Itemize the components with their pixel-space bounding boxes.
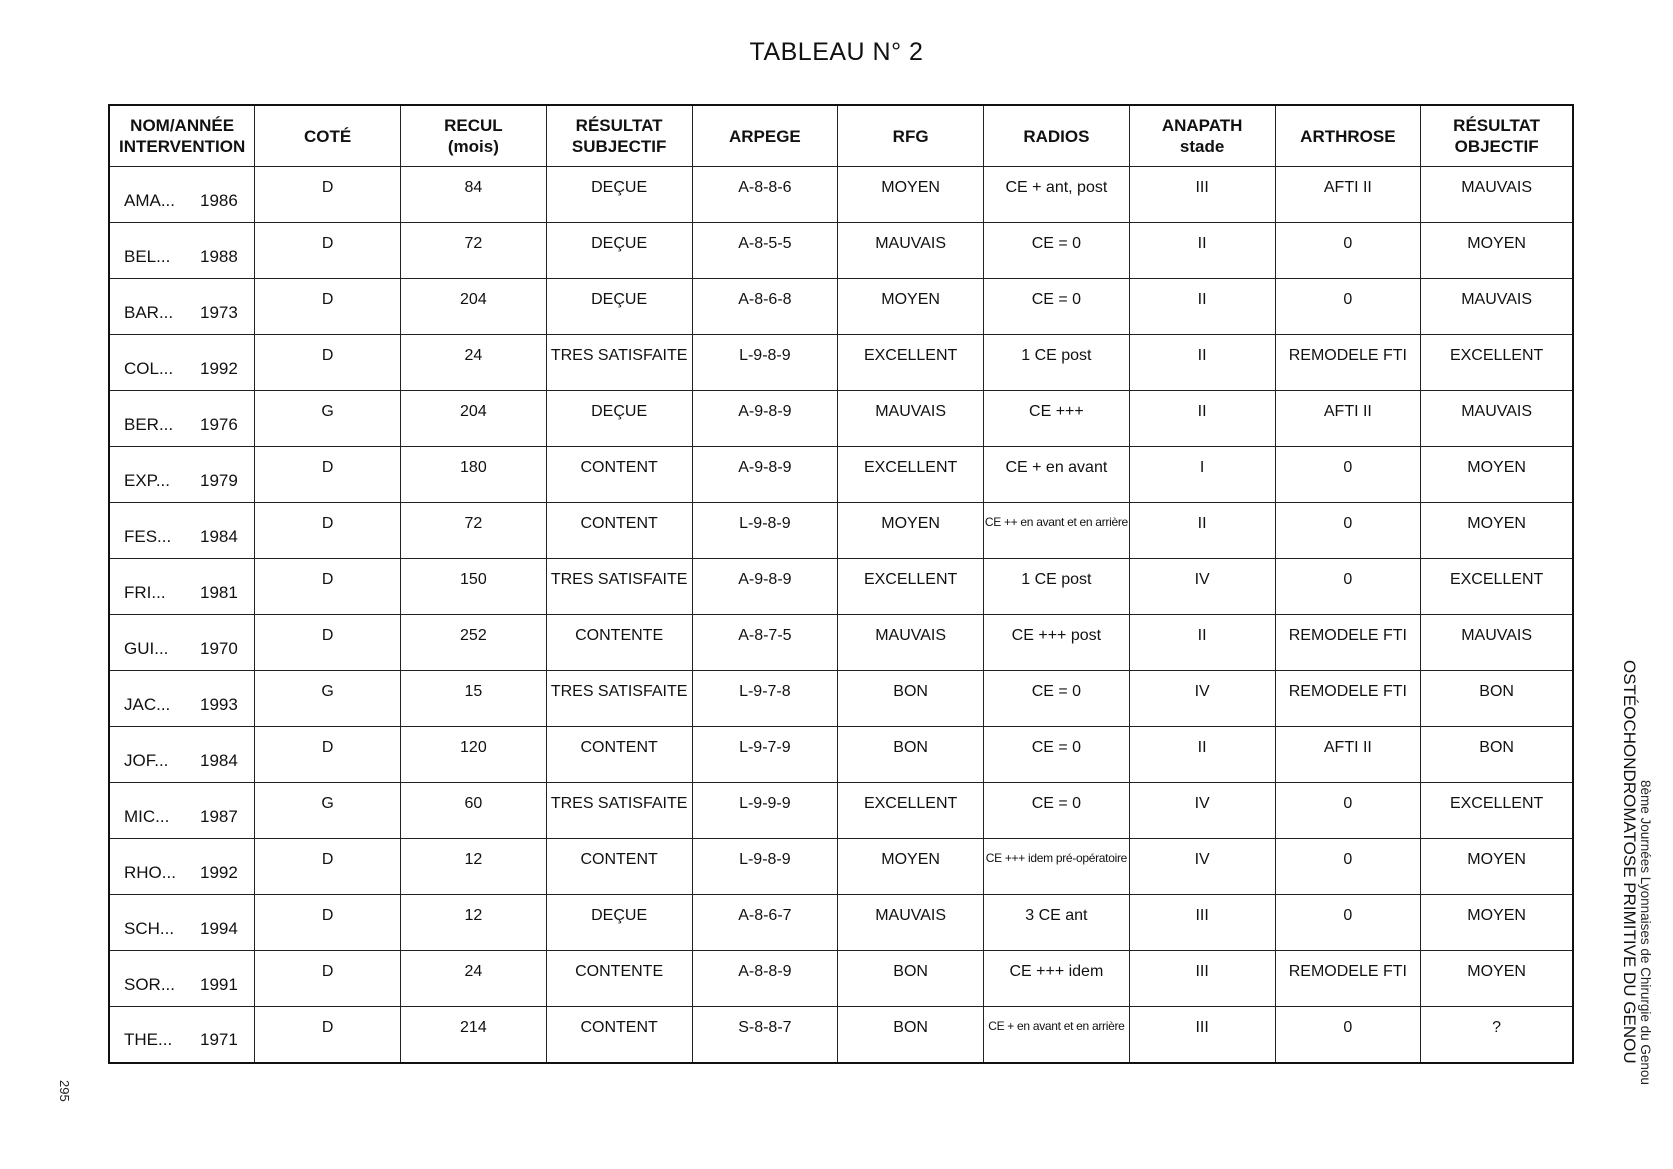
cell-arpege: S-8-8-7 [692, 1007, 838, 1063]
cell-recul: 24 [401, 335, 547, 391]
column-header: RÉSULTAT OBJECTIF [1421, 105, 1573, 167]
table-row [109, 895, 1573, 951]
cell-cote: D [255, 503, 401, 559]
table-header-row [109, 105, 1573, 167]
cell-anapath: II [1129, 503, 1275, 559]
cell-anapath: III [1129, 1007, 1275, 1063]
cell-objectif: EXCELLENT [1421, 783, 1573, 839]
cell-cote: D [255, 839, 401, 895]
page-number: 295 [57, 1080, 72, 1102]
cell-anapath: IV [1129, 671, 1275, 727]
cell-arpege: A-8-6-7 [692, 895, 838, 951]
cell-objectif: MOYEN [1421, 503, 1573, 559]
table-row [109, 839, 1573, 895]
cell-subjectif: CONTENT [546, 447, 692, 503]
cell-name-year [109, 223, 255, 279]
column-header: ANAPATH stade [1129, 105, 1275, 167]
table-row [109, 671, 1573, 727]
cell-objectif: BON [1421, 727, 1573, 783]
cell-name-year [109, 727, 255, 783]
cell-subjectif: DEÇUE [546, 895, 692, 951]
cell-arpege: A-9-8-9 [692, 447, 838, 503]
side-subject-title: OSTÉOCHONDROMATOSE PRIMITIVE DU GENOU [1620, 660, 1639, 1064]
cell-arthrose: REMODELE FTI [1275, 671, 1421, 727]
cell-rfg: BON [838, 951, 984, 1007]
intervention-year: 1979 [200, 470, 238, 490]
intervention-year: 1992 [200, 358, 238, 378]
cell-anapath: III [1129, 167, 1275, 223]
patient-name: EXP... [124, 470, 170, 490]
cell-recul: 24 [401, 951, 547, 1007]
cell-arthrose: 0 [1275, 503, 1421, 559]
cell-cote: G [255, 391, 401, 447]
cell-arthrose: 0 [1275, 223, 1421, 279]
cell-name-year [109, 279, 255, 335]
cell-arpege: L-9-8-9 [692, 839, 838, 895]
intervention-year: 1991 [200, 974, 238, 994]
cell-rfg: MOYEN [838, 503, 984, 559]
table-row [109, 167, 1573, 223]
patient-name: BER... [124, 414, 174, 434]
intervention-year: 1981 [200, 582, 238, 602]
cell-rfg: EXCELLENT [838, 447, 984, 503]
cell-name-year [109, 895, 255, 951]
cell-arthrose: 0 [1275, 839, 1421, 895]
cell-objectif: ? [1421, 1007, 1573, 1063]
cell-rfg: EXCELLENT [838, 783, 984, 839]
intervention-year: 1992 [200, 862, 238, 882]
cell-arpege: A-8-7-5 [692, 615, 838, 671]
cell-radios: CE +++ idem [984, 951, 1130, 1007]
cell-subjectif: TRES SATISFAITE [546, 783, 692, 839]
intervention-year: 1986 [200, 190, 238, 210]
cell-subjectif: CONTENTE [546, 951, 692, 1007]
cell-rfg: MAUVAIS [838, 895, 984, 951]
cell-arpege: L-9-9-9 [692, 783, 838, 839]
patient-name: JAC... [124, 694, 171, 714]
cell-name-year [109, 503, 255, 559]
cell-cote: D [255, 951, 401, 1007]
table-row [109, 223, 1573, 279]
cell-cote: D [255, 895, 401, 951]
cell-rfg: BON [838, 671, 984, 727]
cell-arpege: L-9-7-8 [692, 671, 838, 727]
cell-arthrose: AFTI II [1275, 167, 1421, 223]
cell-anapath: IV [1129, 783, 1275, 839]
cell-subjectif: TRES SATISFAITE [546, 335, 692, 391]
cell-objectif: MAUVAIS [1421, 279, 1573, 335]
cell-recul: 150 [401, 559, 547, 615]
intervention-year: 1973 [200, 302, 238, 322]
cell-cote: D [255, 615, 401, 671]
cell-cote: D [255, 447, 401, 503]
cell-anapath: II [1129, 279, 1275, 335]
cell-name-year [109, 335, 255, 391]
table-row [109, 951, 1573, 1007]
cell-radios: CE +++ post [984, 615, 1130, 671]
column-header: COTÉ [255, 105, 401, 167]
cell-name-year [109, 951, 255, 1007]
cell-arthrose: 0 [1275, 447, 1421, 503]
table-row [109, 503, 1573, 559]
cell-radios: CE + ant, post [984, 167, 1130, 223]
cell-radios: 1 CE post [984, 559, 1130, 615]
patient-name: THE... [124, 1030, 173, 1050]
cell-objectif: MAUVAIS [1421, 615, 1573, 671]
cell-cote: G [255, 671, 401, 727]
cell-recul: 72 [401, 503, 547, 559]
patient-name: AMA... [124, 190, 176, 210]
cell-radios: CE = 0 [984, 671, 1130, 727]
table-row [109, 335, 1573, 391]
cell-arthrose: REMODELE FTI [1275, 335, 1421, 391]
intervention-year: 1984 [200, 526, 238, 546]
cell-objectif: EXCELLENT [1421, 335, 1573, 391]
cell-rfg: BON [838, 1007, 984, 1063]
intervention-year: 1971 [200, 1030, 238, 1050]
cell-recul: 84 [401, 167, 547, 223]
cell-subjectif: CONTENT [546, 727, 692, 783]
patient-name: BAR... [124, 302, 174, 322]
cell-recul: 12 [401, 895, 547, 951]
cell-anapath: I [1129, 447, 1275, 503]
cell-arthrose: 0 [1275, 1007, 1421, 1063]
patient-name: BEL... [124, 246, 171, 266]
table-row [109, 391, 1573, 447]
cell-name-year [109, 1007, 255, 1063]
cell-objectif: EXCELLENT [1421, 559, 1573, 615]
cell-rfg: MAUVAIS [838, 223, 984, 279]
column-header: ARTHROSE [1275, 105, 1421, 167]
cell-objectif: MOYEN [1421, 951, 1573, 1007]
patient-name: JOF... [124, 750, 169, 770]
cell-recul: 252 [401, 615, 547, 671]
cell-radios: CE +++ idem pré-opératoire [984, 839, 1130, 895]
cell-radios: CE = 0 [984, 223, 1130, 279]
column-header: NOM/ANNÉE INTERVENTION [109, 105, 255, 167]
cell-anapath: IV [1129, 839, 1275, 895]
cell-subjectif: TRES SATISFAITE [546, 671, 692, 727]
cell-name-year [109, 447, 255, 503]
cell-subjectif: CONTENT [546, 503, 692, 559]
cell-recul: 204 [401, 391, 547, 447]
table-body [109, 167, 1573, 1063]
patient-name: MIC... [124, 806, 170, 826]
cell-radios: CE = 0 [984, 727, 1130, 783]
cell-radios: CE +++ [984, 391, 1130, 447]
cell-rfg: EXCELLENT [838, 335, 984, 391]
cell-anapath: IV [1129, 559, 1275, 615]
intervention-year: 1987 [200, 806, 238, 826]
cell-cote: G [255, 783, 401, 839]
cell-objectif: MAUVAIS [1421, 391, 1573, 447]
cell-radios: CE = 0 [984, 783, 1130, 839]
cell-arpege: A-8-8-6 [692, 167, 838, 223]
cell-arthrose: REMODELE FTI [1275, 615, 1421, 671]
cell-name-year [109, 167, 255, 223]
table-row [109, 447, 1573, 503]
cell-anapath: II [1129, 615, 1275, 671]
cell-radios: CE + en avant [984, 447, 1130, 503]
cell-arpege: A-8-8-9 [692, 951, 838, 1007]
table-row [109, 615, 1573, 671]
cell-recul: 72 [401, 223, 547, 279]
cell-objectif: MOYEN [1421, 447, 1573, 503]
cell-arthrose: 0 [1275, 279, 1421, 335]
cell-anapath: III [1129, 951, 1275, 1007]
patient-name: GUI... [124, 638, 169, 658]
cell-subjectif: DEÇUE [546, 279, 692, 335]
cell-arthrose: 0 [1275, 783, 1421, 839]
cell-rfg: MOYEN [838, 167, 984, 223]
cell-recul: 120 [401, 727, 547, 783]
cell-cote: D [255, 167, 401, 223]
cell-recul: 15 [401, 671, 547, 727]
intervention-year: 1984 [200, 750, 238, 770]
intervention-year: 1994 [200, 918, 238, 938]
cell-recul: 60 [401, 783, 547, 839]
cell-anapath: III [1129, 895, 1275, 951]
cell-anapath: II [1129, 335, 1275, 391]
cell-rfg: MAUVAIS [838, 615, 984, 671]
cell-radios: CE ++ en avant et en arrière [984, 503, 1130, 559]
results-table [108, 104, 1574, 1064]
cell-arthrose: AFTI II [1275, 727, 1421, 783]
intervention-year: 1988 [200, 246, 238, 266]
cell-cote: D [255, 223, 401, 279]
patient-name: COL... [124, 358, 174, 378]
patient-name: FRI... [124, 582, 166, 602]
cell-anapath: II [1129, 223, 1275, 279]
cell-rfg: EXCELLENT [838, 559, 984, 615]
cell-recul: 204 [401, 279, 547, 335]
cell-radios: 3 CE ant [984, 895, 1130, 951]
cell-recul: 12 [401, 839, 547, 895]
cell-name-year [109, 783, 255, 839]
cell-objectif: MOYEN [1421, 839, 1573, 895]
cell-arpege: A-9-8-9 [692, 559, 838, 615]
cell-arpege: A-9-8-9 [692, 391, 838, 447]
cell-radios: CE = 0 [984, 279, 1130, 335]
side-journal-title: 8ème Journées Lyonnaises de Chirurgie du Genou [1638, 780, 1653, 1085]
patient-name: SOR... [124, 974, 176, 994]
table-row [109, 559, 1573, 615]
cell-cote: D [255, 727, 401, 783]
cell-rfg: MAUVAIS [838, 391, 984, 447]
cell-rfg: BON [838, 727, 984, 783]
results-table-wrapper [108, 104, 1574, 1064]
cell-subjectif: CONTENTE [546, 615, 692, 671]
table-row [109, 783, 1573, 839]
cell-radios: CE + en avant et en arrière [984, 1007, 1130, 1063]
cell-recul: 214 [401, 1007, 547, 1063]
cell-name-year [109, 839, 255, 895]
column-header: RADIOS [984, 105, 1130, 167]
cell-objectif: BON [1421, 671, 1573, 727]
cell-arthrose: 0 [1275, 559, 1421, 615]
patient-name: RHO... [124, 862, 176, 882]
cell-name-year [109, 615, 255, 671]
table-row [109, 1007, 1573, 1063]
table-row [109, 279, 1573, 335]
intervention-year: 1993 [200, 694, 238, 714]
column-header: RECUL (mois) [401, 105, 547, 167]
cell-anapath: II [1129, 727, 1275, 783]
cell-subjectif: TRES SATISFAITE [546, 559, 692, 615]
cell-subjectif: CONTENT [546, 1007, 692, 1063]
cell-name-year [109, 559, 255, 615]
cell-cote: D [255, 1007, 401, 1063]
cell-recul: 180 [401, 447, 547, 503]
cell-arthrose: 0 [1275, 895, 1421, 951]
column-header: RFG [838, 105, 984, 167]
cell-rfg: MOYEN [838, 279, 984, 335]
cell-arthrose: REMODELE FTI [1275, 951, 1421, 1007]
cell-objectif: MOYEN [1421, 895, 1573, 951]
table-row [109, 727, 1573, 783]
cell-radios: 1 CE post [984, 335, 1130, 391]
table-title: TABLEAU N° 2 [749, 38, 924, 66]
cell-rfg: MOYEN [838, 839, 984, 895]
cell-arpege: A-8-5-5 [692, 223, 838, 279]
intervention-year: 1976 [200, 414, 238, 434]
patient-name: SCH... [124, 918, 175, 938]
cell-objectif: MOYEN [1421, 223, 1573, 279]
cell-arpege: L-9-8-9 [692, 503, 838, 559]
cell-subjectif: DEÇUE [546, 223, 692, 279]
cell-name-year [109, 671, 255, 727]
cell-objectif: MAUVAIS [1421, 167, 1573, 223]
cell-cote: D [255, 559, 401, 615]
cell-anapath: II [1129, 391, 1275, 447]
cell-arthrose: AFTI II [1275, 391, 1421, 447]
patient-name: FES... [124, 526, 172, 546]
column-header: ARPEGE [692, 105, 838, 167]
cell-subjectif: CONTENT [546, 839, 692, 895]
cell-cote: D [255, 279, 401, 335]
cell-subjectif: DEÇUE [546, 391, 692, 447]
cell-arpege: L-9-7-9 [692, 727, 838, 783]
cell-cote: D [255, 335, 401, 391]
cell-arpege: A-8-6-8 [692, 279, 838, 335]
column-header: RÉSULTAT SUBJECTIF [546, 105, 692, 167]
cell-arpege: L-9-8-9 [692, 335, 838, 391]
cell-name-year [109, 391, 255, 447]
cell-subjectif: DEÇUE [546, 167, 692, 223]
intervention-year: 1970 [200, 638, 238, 658]
